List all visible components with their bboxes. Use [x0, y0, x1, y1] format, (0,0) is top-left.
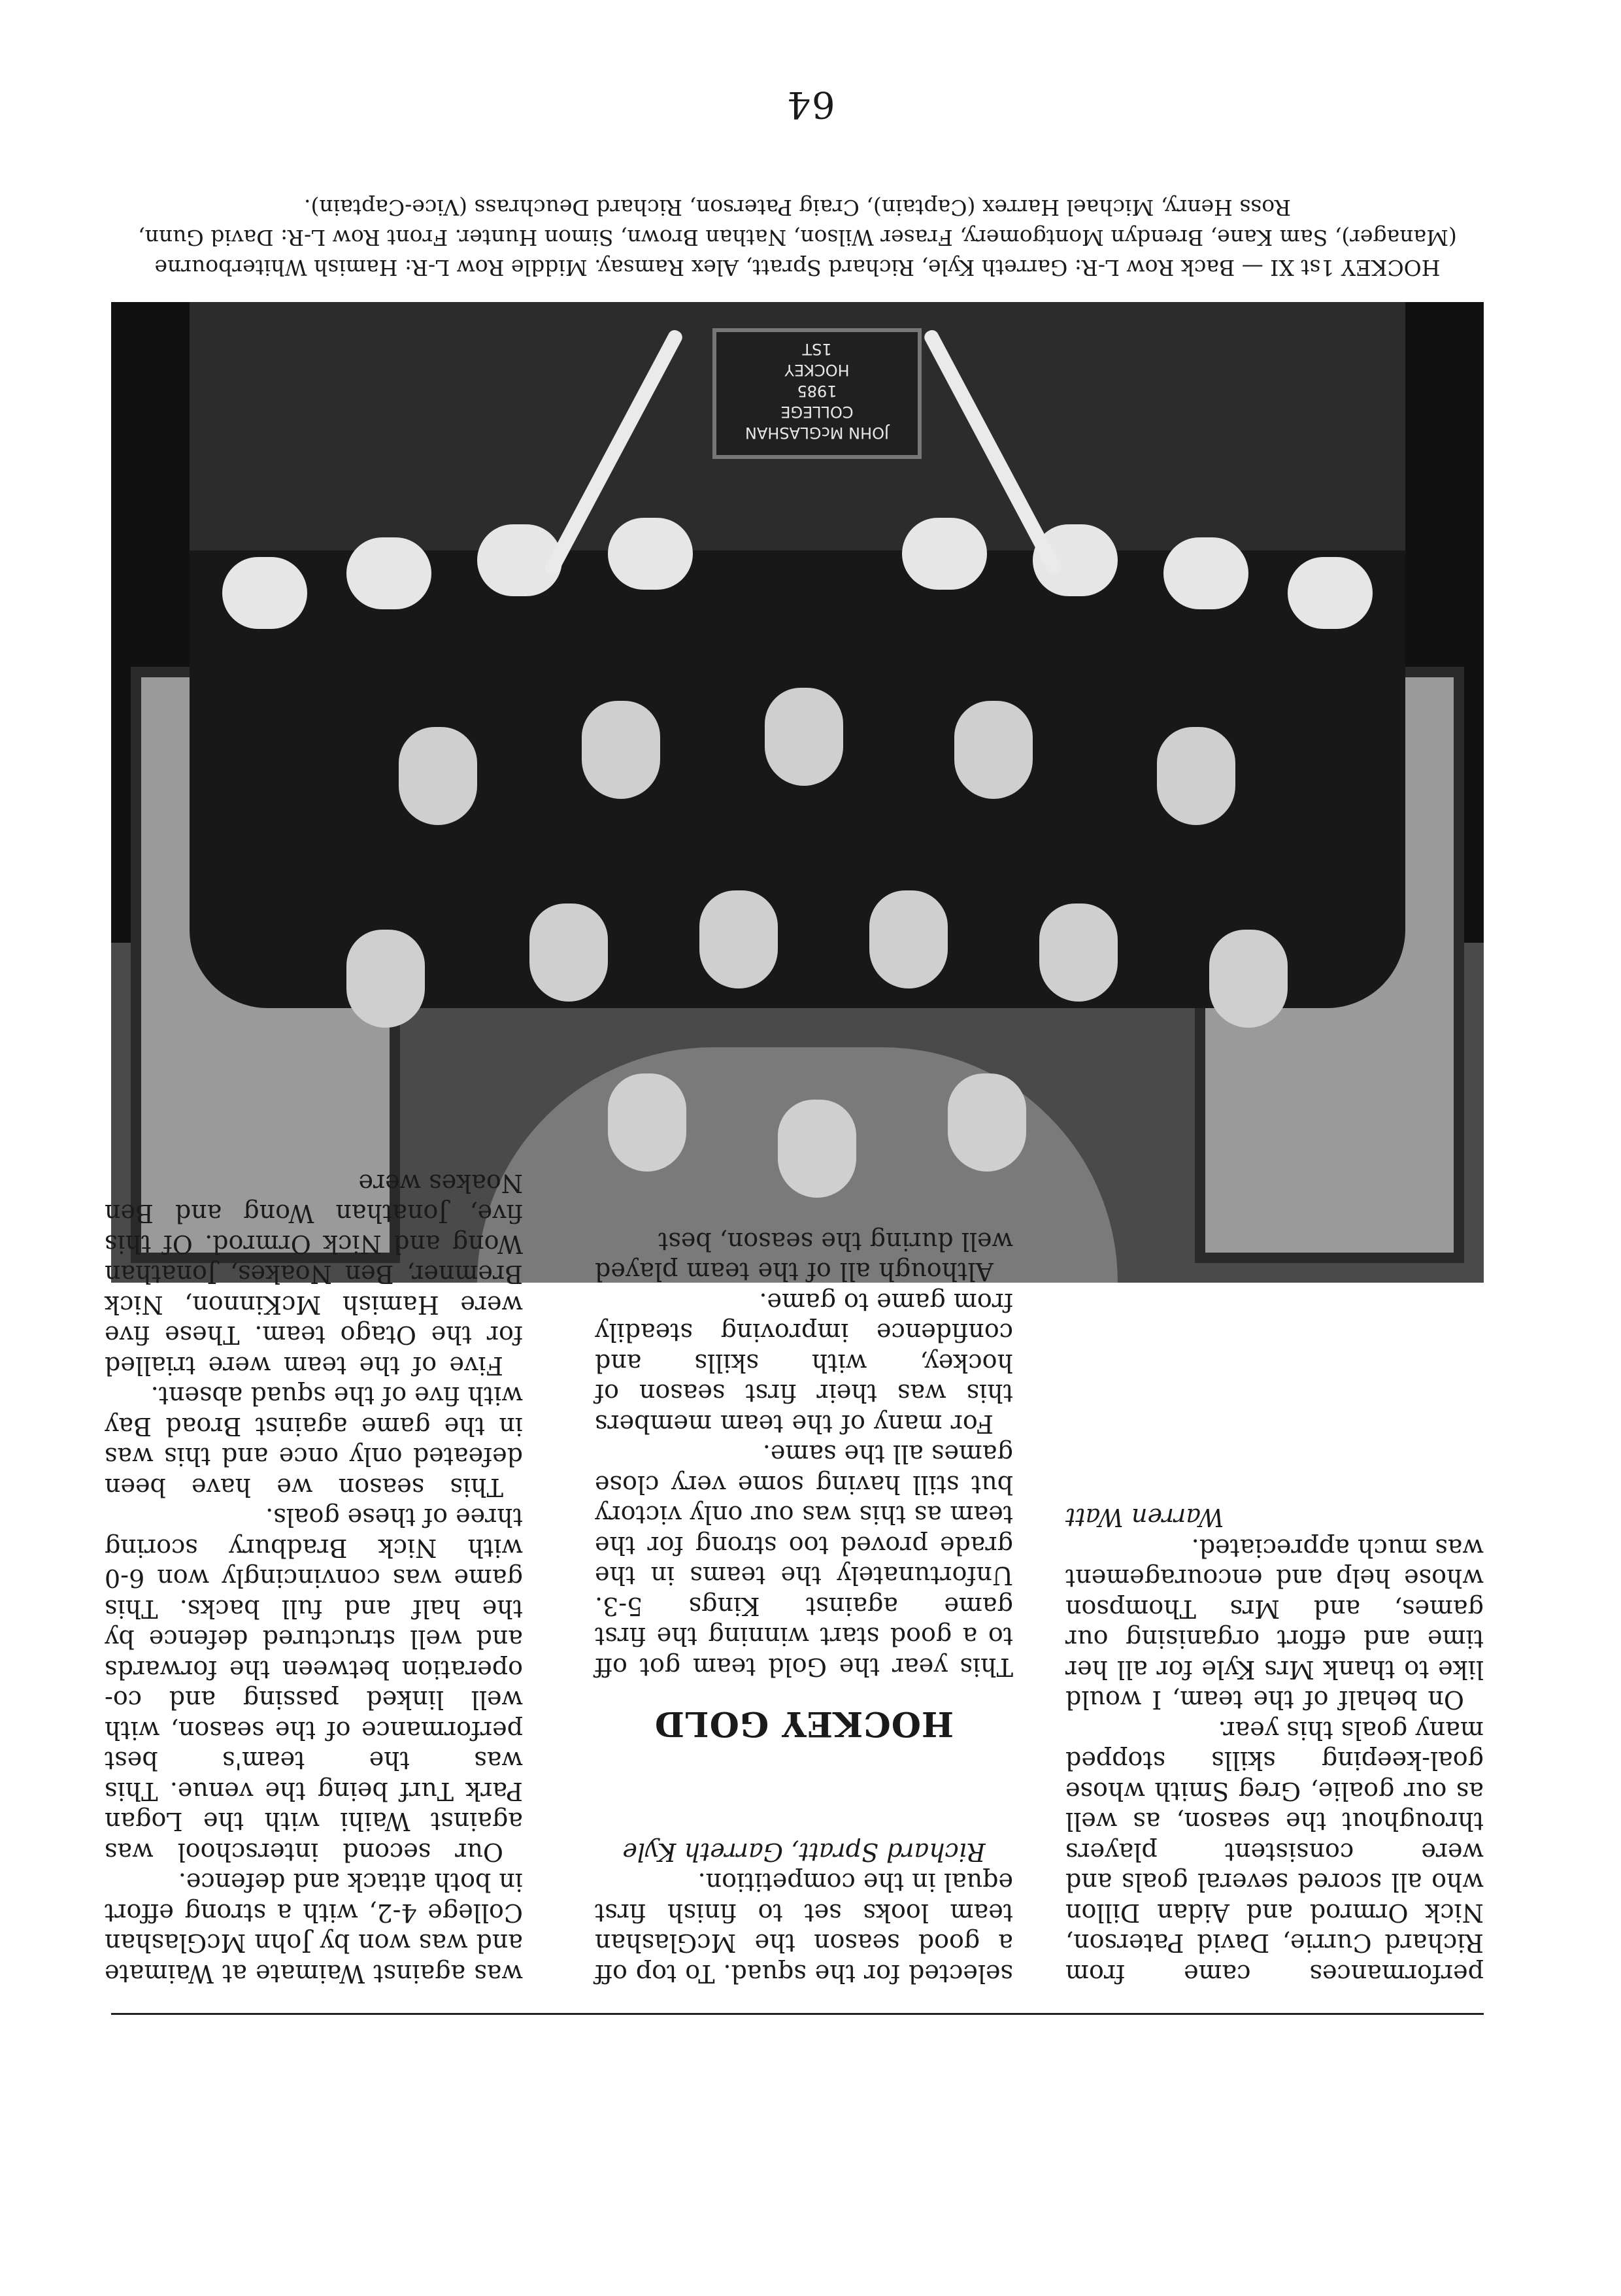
player-face [346, 930, 425, 1028]
paragraph: performances came from Richard Currie, David Paterson, Nick Ormrod and Aidan Dillon who all scored several goals and were consistent players throughout the season, as well as our goalie, Greg Smith whose goal-keeping skills stopped many goals this year. [1065, 1716, 1484, 1988]
page-number: 64 [786, 83, 835, 126]
author-credit: Richard Spratt, Garreth Kyle [622, 1838, 986, 1866]
player-face [582, 701, 660, 799]
plaque-line: COLLEGE [780, 403, 854, 421]
player-face [529, 903, 608, 1002]
player-face [1039, 903, 1118, 1002]
paragraph: Although all of the team played well during the season, best [595, 1227, 1013, 1287]
player-knees [1163, 537, 1248, 609]
paragraph: This season we have been defeated only once and this was in the game against Broad Bay with five of the squad absent. [105, 1381, 523, 1502]
player-face [765, 688, 843, 786]
player-face [1209, 930, 1288, 1028]
player-knees [1288, 557, 1373, 629]
photo-caption: HOCKEY 1st XI — Back Row L-R: Garreth Kyle, Richard Spratt, Alex Ramsay. Middle Row L-R: Hamish Whiterbourne (Manager), Sam Kane, Brendyn Montgomery, Fraser Wilson, Nathan Brown, Simon Hunter. Front Row L-R: David Gunn, Ross Henry, Michael Harrex (Captain), Craig Paterson, Richard Deuchrass (Vice-Captain). [138, 195, 1457, 280]
player-face [954, 701, 1033, 799]
column-middle [595, 1226, 1013, 1989]
player-face [699, 890, 778, 988]
player-knees [346, 537, 431, 609]
team-photo [111, 302, 1484, 1283]
author-credit: Warren Watt [1065, 1503, 1224, 1532]
player-knees [902, 518, 987, 590]
paragraph: was against Waimate at Waimate and was won by John McGlashan College 4-2, with a strong effort in both attack and defence. [105, 1868, 523, 1988]
section-heading: HOCKEY GOLD [654, 1704, 954, 1744]
column-right [1065, 1502, 1484, 1989]
spacer [595, 1739, 1013, 1837]
plaque-line: HOCKEY [784, 361, 850, 379]
player-face [948, 1073, 1026, 1172]
paragraph: On behalf of the team, I would like to thank Mrs Kyle for all her time and effort organising our games, and Mrs Thompson whose help and encouragement was much appreciated. [1065, 1534, 1484, 1715]
horizontal-rule [111, 2013, 1484, 2015]
paragraph: Five of the team were trialled for the Otago team. These five were Hamish McKinnon, Nick Bremner, Ben Noakes, Jonathan Wong and Nick Ormrod. Of this five, Jonathan Wong and Ben Noakes were [105, 1169, 523, 1380]
player-face [1157, 727, 1235, 825]
paragraph: For many of the team members this was their first season of hockey, with skills and confidence improving steadily from game to game. [595, 1288, 1013, 1438]
paragraph: This year the Gold team got off to a good start winning the first game against Kings 5-3. Unfortunately the teams in the grade proved too strong for the team as this was our only victory but still having some very close games all the same. [595, 1440, 1013, 1681]
player-knees [222, 557, 307, 629]
player-face [778, 1100, 856, 1198]
paragraph: selected for the squad. To top off a good season the McGlashan team looks set to finish first equal in the competition. [595, 1868, 1013, 1988]
player-face [399, 727, 477, 825]
plaque-line: JOHN McGLASHAN [744, 424, 890, 442]
player-knees [608, 518, 693, 590]
team-plaque [712, 328, 922, 459]
paragraph: Our second interschool was against Waihi with the Logan Park Turf being the venue. This was the team's best performance of the season, with well linked passing and co-operation between the forwards and well structured defence by the half and full backs. This game was convincingly won 6-0 with Nick Bradbury scoring three of these goals. [105, 1503, 523, 1866]
player-face [869, 890, 948, 988]
column-left [105, 1168, 523, 1989]
player-face [608, 1073, 686, 1172]
plaque-line: 1985 [797, 382, 837, 400]
plaque-line: 1ST [802, 340, 832, 358]
